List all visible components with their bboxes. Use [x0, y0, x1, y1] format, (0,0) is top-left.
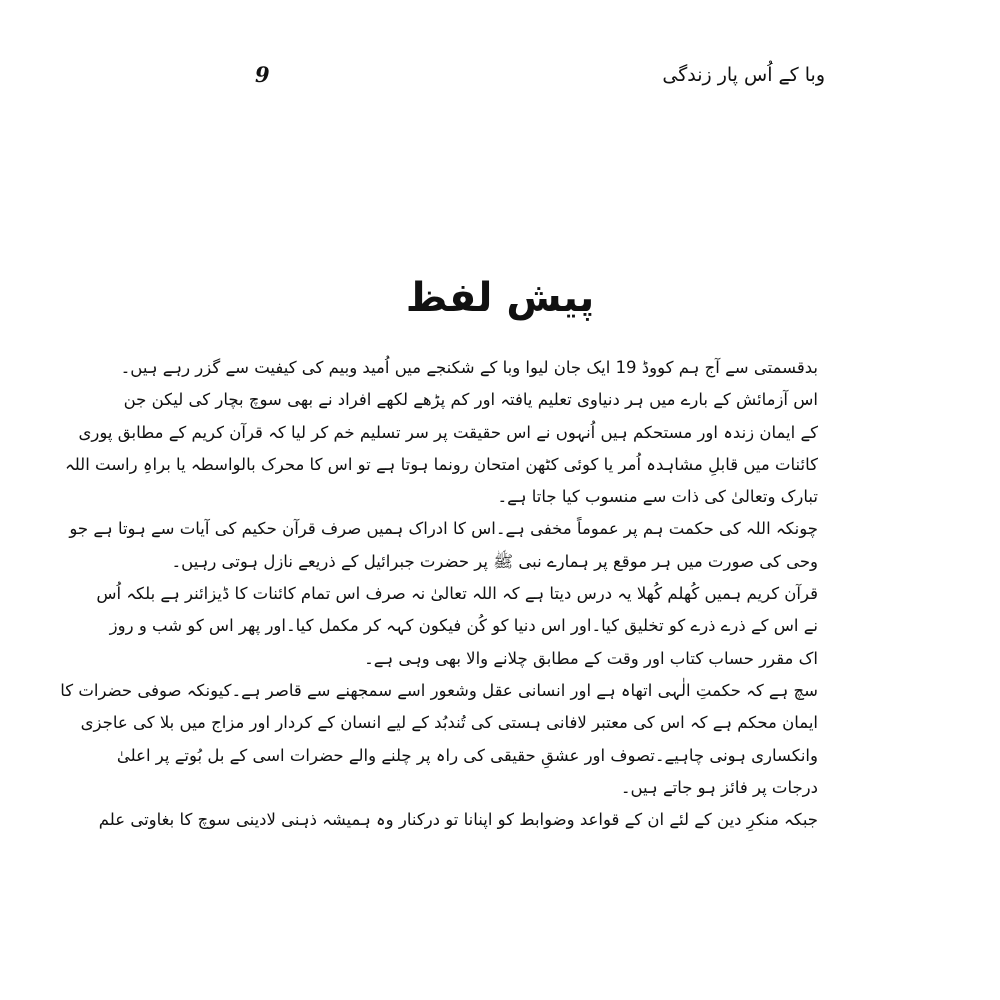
text-line: ایمان محکم ہے کہ اس کی معتبر لافانی ہستی کی تُندبُد کے لیے انسان کے کردار اور مزاج میں بلا کی عاجزی: [80, 713, 818, 733]
body-text: [60, 352, 818, 836]
text-line: تبارک وتعالیٰ کی ذات سے منسوب کیا جاتا ہے۔: [497, 487, 818, 507]
text-line: سچ ہے کہ حکمتِ الٰہی اتھاہ ہے اور انسانی عقل وشعور اسے سمجھنے سے قاصر ہے۔کیونکہ صوفی حضرات کا: [60, 680, 818, 700]
text-line: قرآن کریم ہمیں کُھلم کُھلا یہ درس دیتا ہے کہ اللہ تعالیٰ نہ صرف اس تمام کائنات کا ڈیزائنر ہے بلکہ اُس: [96, 584, 818, 604]
text-line: کائنات میں قابلِ مشاہدہ اُمر یا کوئی کٹھن امتحان رونما ہوتا ہے تو اس کا محرک بالواسطہ یا براہِ راست اللہ: [65, 454, 818, 474]
text-line: وحی کی صورت میں ہر موقع پر ہمارے نبی ﷺ پر حضرت جبرائیل کے ذریعے نازل ہوتی رہیں۔: [171, 551, 818, 571]
text-line: درجات پر فائز ہو جاتے ہیں۔: [620, 777, 818, 797]
running-header: [255, 60, 825, 90]
text-line: وانکساری ہونی چاہیے۔تصوف اور عشقِ حقیقی کی راہ پر چلنے والے حضرات اسی کے بل بُوتے پر اعلیٰ: [116, 745, 818, 765]
text-line: نے اس کے ذرے ذرے کو تخلیق کیا۔اور اس دنیا کو کُن فیکون کہہ کر مکمل کیا۔اور پھر اس کو شب و روز: [109, 616, 818, 636]
text-line: کے ایمان زندہ اور مستحکم ہیں اُنہوں نے اس حقیقت پر سر تسلیم خم کر لیا کہ قرآن کریم کے مطابق پوری: [78, 422, 818, 442]
page-number: 9: [255, 62, 270, 87]
chapter-title: پیش لفظ: [405, 275, 595, 321]
text-line: بدقسمتی سے آج ہم کووڈ 19 ایک جان لیوا وبا کے شکنجے میں اُمید وبیم کی کیفیت سے گزر رہے ہیں۔: [120, 358, 818, 377]
text-line: جبکہ منکرِ دین کے لئے ان کے قواعد وضوابط کو اپنانا تو درکنار وہ ہمیشہ ذہنی لادینی سوچ کا بغاوتی علم: [98, 810, 818, 830]
text-line: اک مقرر حساب کتاب اور وقت کے مطابق چلانے والا بھی وہی ہے۔: [364, 648, 818, 668]
running-header-book-title: وبا کے اُس پار زندگی: [662, 64, 825, 86]
text-line: اس آزمائش کے بارے میں ہر دنیاوی تعلیم یافتہ اور کم پڑھے لکھے افراد نے بھی سوچ بچار کی لیکن جن: [123, 390, 818, 410]
text-line: چونکہ اللہ کی حکمت ہم پر عموماً مخفی ہے۔اس کا ادراک ہمیں صرف قرآن حکیم کی آیات سے ہوتا ہے جو: [69, 519, 818, 539]
